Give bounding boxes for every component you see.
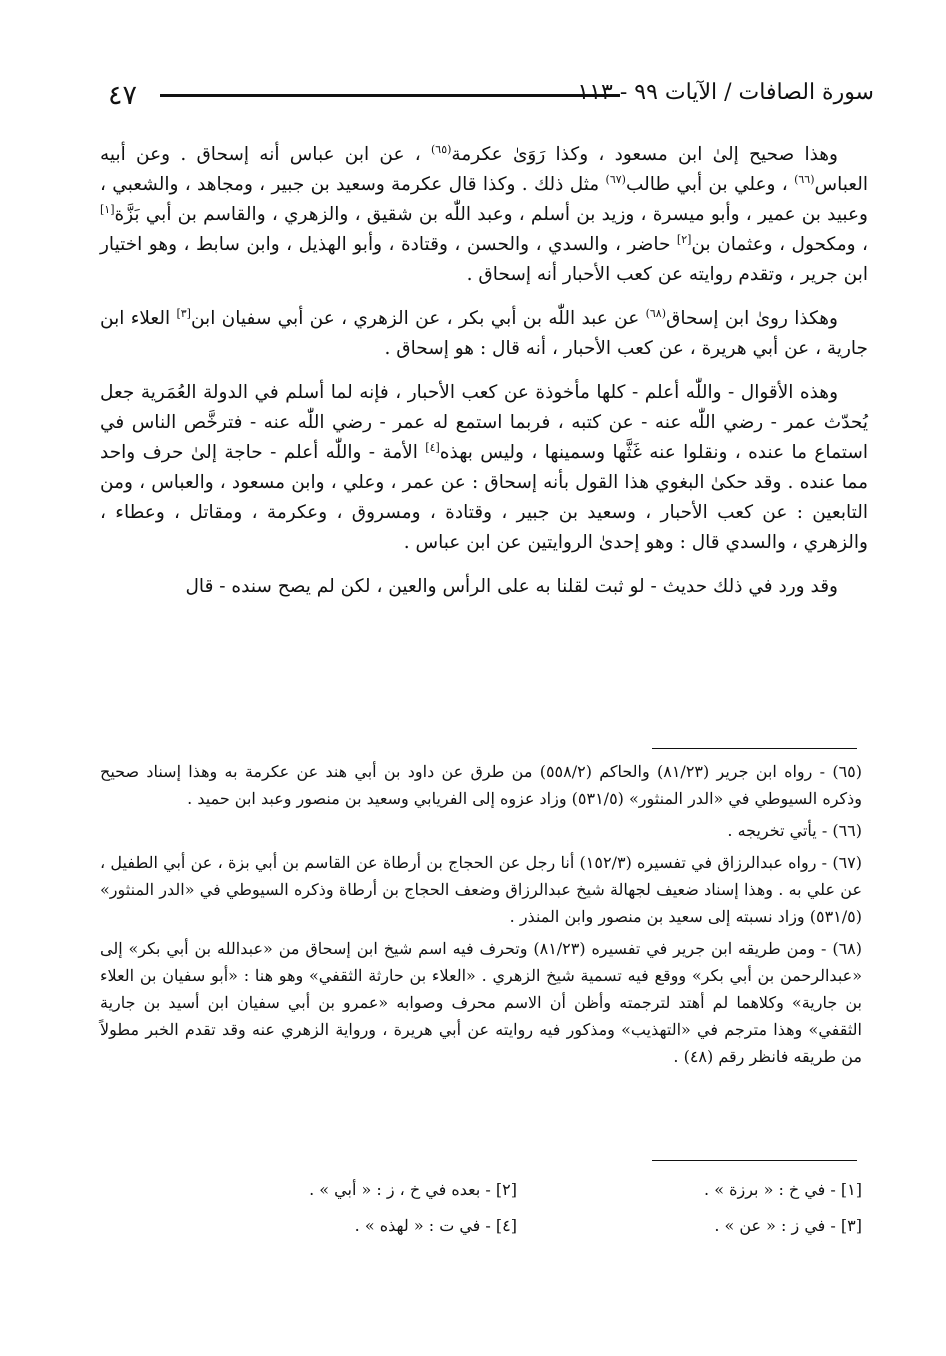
footnote-ref[interactable]: (٦٥) <box>431 142 452 156</box>
footnote-text: - يأتي تخريجه . <box>727 821 833 840</box>
footnote-text: - رواه عبدالرزاق في تفسيره (١٥٢/٣) أنا رجل عن الحجاج بن أرطاة عن القاسم بن أبي بزة ، عن أبي الطفيل ، عن علي به . وهذا إسناد ضعيف لجهالة شيخ عبدالرزاق وضعف الحجاج بن أرطاة وذكره السيوطي في «الدر المنثور» (٥٣١/٥) وزاد نسبته إلى سعيد بن منصور وابن المنذر . <box>100 853 862 926</box>
footnote-ref[interactable]: (٦٨) <box>645 306 666 320</box>
text-run: ، وعلي بن أبي طالب <box>625 174 795 195</box>
footnote-65 <box>100 758 862 812</box>
footnote-number: (٦٥) <box>832 762 863 781</box>
running-title: سورة الصافات / الآيات ٩٩ - ١١٣ <box>577 80 874 105</box>
variant-1 <box>517 1172 862 1208</box>
variants-row <box>172 1208 862 1244</box>
paragraph-2 <box>100 304 868 364</box>
variants-separator <box>652 1160 857 1161</box>
variant-text: - في ت : « لهذه » . <box>354 1216 496 1235</box>
paragraph-1 <box>100 140 868 290</box>
variant-number: [١] <box>840 1180 862 1199</box>
footnote-text: - رواه ابن جرير (٨١/٢٣) والحاكم (٥٥٨/٢) من طرق عن داود بن أبي هند عن عكرمة به وهذا إسناد صحيح وذكره السيوطي في «الدر المنثور» (٥٣١/٥) وزاد عزوه إلى الفريابي وسعيد بن منصور وعبد ابن حميد . <box>100 762 862 808</box>
variant-2 <box>172 1172 517 1208</box>
header-rule <box>160 94 620 97</box>
variant-number: [٣] <box>840 1216 862 1235</box>
page-number: ٤٧ <box>108 80 138 111</box>
variant-text: - بعده في خ ، ز : « أبي » . <box>309 1180 496 1199</box>
variant-number: [٢] <box>495 1180 517 1199</box>
text-run: الأمة - واللّٰه أعلم - حاجة إلىٰ حرف واحد مما عنده . وقد حكىٰ البغوي هذا القول بأنه إسحاق : عن عمر ، وعلي ، وابن مسعود ، والعباس ، ومن التابعين : عن كعب الأحبار ، وسعيد بن جبير ، وقتادة ، ومسروق ، وعكرمة ، ومقاتل ، وعطاء ، والزهري ، والسدي قال : وهو إحدىٰ الروايتين عن ابن عباس . <box>100 442 868 553</box>
text-run: ، ومكحول ، وعثمان بن <box>691 234 869 255</box>
variant-text: - في خ : « برزة » . <box>704 1180 841 1199</box>
footnote-number: (٦٨) <box>832 939 862 958</box>
variant-ref[interactable]: [٣] <box>176 306 191 320</box>
page-header <box>108 80 874 120</box>
text-run: وهذه الأقوال - واللّٰه أعلم - كلها مأخوذة عن كعب الأحبار ، فإنه لما أسلم في الدولة العُمَرية جعل يُحدّث عمر - رضي اللّٰه عنه - عن كتبه ، فربما استمع له عمر - رضي اللّٰه عنه - فترخَّص الناس في استماع ما عنده ، ونقلوا عنه غَثَّها وسمينها ، وليس بهذه <box>100 382 868 463</box>
variant-4 <box>172 1208 517 1244</box>
paragraph-3 <box>100 378 868 558</box>
footnote-number: (٦٧) <box>832 853 863 872</box>
variant-text: - في ز : « عن » . <box>714 1216 841 1235</box>
variant-ref[interactable]: [١] <box>100 202 115 216</box>
text-run: ، عن ابن عباس أنه إسحاق . وعن أبيه العباس <box>100 144 868 195</box>
text-run: حاضر ، والسدي ، والحسن ، وقتادة ، وأبو الهذيل ، وابن سابط ، وهو اختيار ابن جرير ، وتقدم روايته عن كعب الأحبار أنه إسحاق . <box>100 234 868 285</box>
footnote-text: - ومن طريقه ابن جرير في تفسيره (٨١/٢٣) وتحرف فيه اسم شيخ ابن إسحاق من «عبدالله بن أبي بكر» إلى «عبدالرحمن بن أبي بكر» ووقع فيه تسمية شيخ الزهري . «العلاء بن حارثة الثقفي» وهو هنا : «أبو سفيان بن العلاء بن جارية» وكلاهما لم أهتد لترجمته وأظن أن الاسم محرف وصوابه «عمرو بن أبي سفيان ابن أسيد بن جارية الثقفي» وهذا مترجم في «التهذيب» ومذكور فيه روايته عن أبي هريرة ، ورواية الزهري عنه وقد تقدم الخبر مطولاً من طريقه فانظر رقم (٤٨) . <box>100 939 862 1066</box>
text-run: عن عبد اللّٰه بن أبي بكر ، عن الزهري ، عن أبي سفيان ابن <box>190 308 646 329</box>
footnote-ref[interactable]: (٦٦) <box>794 172 815 186</box>
footnote-separator <box>652 748 857 749</box>
footnote-number: (٦٦) <box>832 821 862 840</box>
footnote-ref[interactable]: (٦٧) <box>605 172 626 186</box>
footnote-67 <box>100 849 862 930</box>
manuscript-variants <box>172 1172 862 1244</box>
text-run: وهذا صحيح إلىٰ ابن مسعود ، وكذا رَوَىٰ عكرمة <box>451 144 838 165</box>
text-run: وهكذا روىٰ ابن إسحاق <box>665 308 838 329</box>
footnote-68 <box>100 935 862 1070</box>
text-run: العلاء ابن جارية ، عن أبي هريرة ، عن كعب الأحبار ، أنه قال : هو إسحاق . <box>100 308 868 359</box>
variants-row <box>172 1172 862 1208</box>
footnote-66 <box>100 817 862 844</box>
text-run: وقد ورد في ذلك حديث - لو ثبت لقلنا به على الرأس والعين ، لكن لم يصح سنده - قال <box>185 576 838 597</box>
paragraph-4 <box>100 572 868 602</box>
variant-ref[interactable]: [٤] <box>425 440 440 454</box>
variant-number: [٤] <box>495 1216 517 1235</box>
footnotes <box>100 758 862 1075</box>
text-run: مثل ذلك . وكذا قال عكرمة وسعيد بن جبير ، ومجاهد ، والشعبي ، وعبيد بن عمير ، وأبو ميسرة ، وزيد بن أسلم ، وعبد اللّٰه بن شقيق ، والزهري ، والقاسم بن أبي بَزَّة <box>100 174 868 225</box>
variant-3 <box>517 1208 862 1244</box>
variant-ref[interactable]: [٢] <box>676 232 692 246</box>
main-text <box>100 140 868 616</box>
